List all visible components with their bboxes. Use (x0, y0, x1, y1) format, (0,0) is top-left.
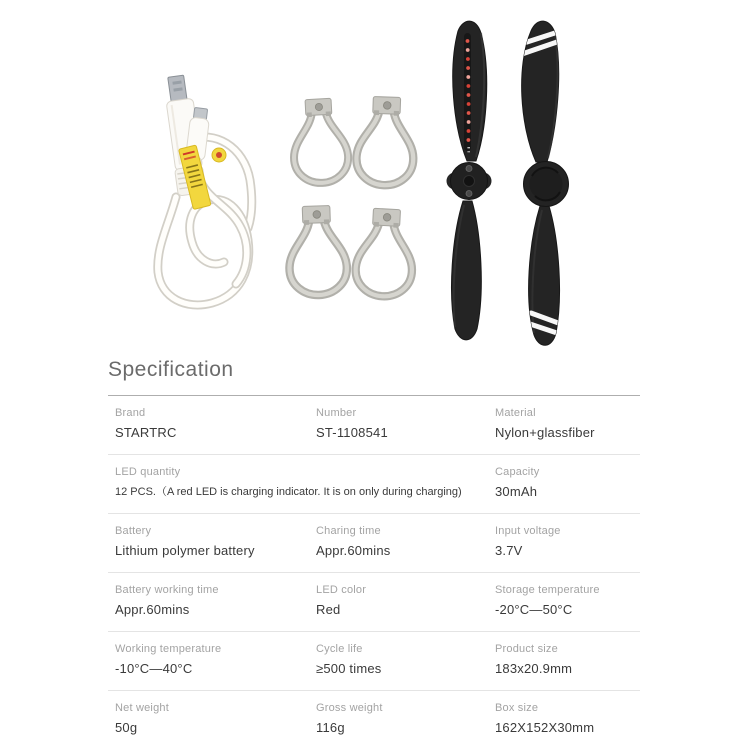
spec-cell (309, 583, 488, 631)
spec-label: Gross weight (316, 702, 383, 714)
spec-value: 116g (316, 720, 345, 735)
spec-label: Capacity (495, 466, 540, 478)
propeller-back (522, 21, 569, 345)
spec-cell (488, 583, 640, 631)
spec-label: Product size (495, 643, 558, 655)
spec-table (108, 396, 640, 749)
spec-value: Red (316, 602, 341, 617)
spec-cell (108, 465, 488, 513)
spec-value: 162X152X30mm (495, 720, 595, 735)
spec-cell (488, 642, 640, 690)
spec-value: 12 PCS.（A red LED is charging indicator. It is on only during charging) (115, 486, 462, 498)
specification-section (108, 356, 640, 749)
spec-cell (309, 642, 488, 690)
spec-label: Storage temperature (495, 584, 600, 596)
section-title: Specification (108, 356, 640, 396)
propeller-clip (287, 205, 347, 296)
propeller-clip (356, 96, 416, 186)
spec-value: 3.7V (495, 543, 523, 558)
spec-value: 30mAh (495, 484, 538, 499)
spec-value: ≥500 times (316, 661, 382, 676)
spec-cell (309, 701, 488, 749)
spec-cell (488, 524, 640, 572)
spec-label: Battery working time (115, 584, 219, 596)
product-photo-graphic (0, 0, 750, 352)
spec-value: STARTRC (115, 425, 177, 440)
spec-cell (108, 406, 309, 454)
spec-row-led-quantity (108, 455, 640, 514)
spec-cell (108, 701, 309, 749)
spec-value: ST-1108541 (316, 425, 388, 440)
spec-cell (309, 524, 488, 572)
spec-row-battery-working-time (108, 573, 640, 632)
spec-cell (108, 583, 309, 631)
propeller-hub-front (447, 163, 492, 200)
spec-value: 50g (115, 720, 138, 735)
spec-label: Battery (115, 525, 152, 537)
spec-row-brand (108, 396, 640, 455)
spec-label: Box size (495, 702, 539, 714)
spec-value: Nylon+glassfiber (495, 425, 595, 440)
spec-row-weight (108, 691, 640, 749)
spec-cell (309, 406, 488, 454)
spec-row-battery (108, 514, 640, 573)
spec-value: -20°C—50°C (495, 602, 573, 617)
spec-value: Appr.60mins (115, 602, 190, 617)
spec-row-working-temperature (108, 632, 640, 691)
spec-value: Appr.60mins (316, 543, 391, 558)
propeller-clip (291, 98, 349, 185)
spec-label: Input voltage (495, 525, 561, 537)
spec-label: Number (316, 407, 357, 419)
spec-label: Brand (115, 407, 146, 419)
propeller-clip (354, 208, 415, 298)
spec-cell (108, 642, 309, 690)
product-photo (0, 0, 750, 352)
spec-label: Material (495, 407, 536, 419)
usb-cable (158, 74, 252, 305)
spec-label: Cycle life (316, 643, 363, 655)
spec-value: 183x20.9mm (495, 661, 573, 676)
spec-label: Net weight (115, 702, 169, 714)
spec-label: Working temperature (115, 643, 222, 655)
spec-cell (488, 406, 640, 454)
spec-cell (488, 701, 640, 749)
spec-label: LED color (316, 584, 367, 596)
spec-label: Charing time (316, 525, 381, 537)
spec-value: -10°C—40°C (115, 661, 193, 676)
led-propeller-front (447, 21, 492, 340)
spec-value: Lithium polymer battery (115, 543, 255, 558)
spec-label: LED quantity (115, 466, 181, 478)
spec-cell (488, 465, 640, 513)
propeller-hub-back (524, 162, 569, 207)
spec-cell (108, 524, 309, 572)
